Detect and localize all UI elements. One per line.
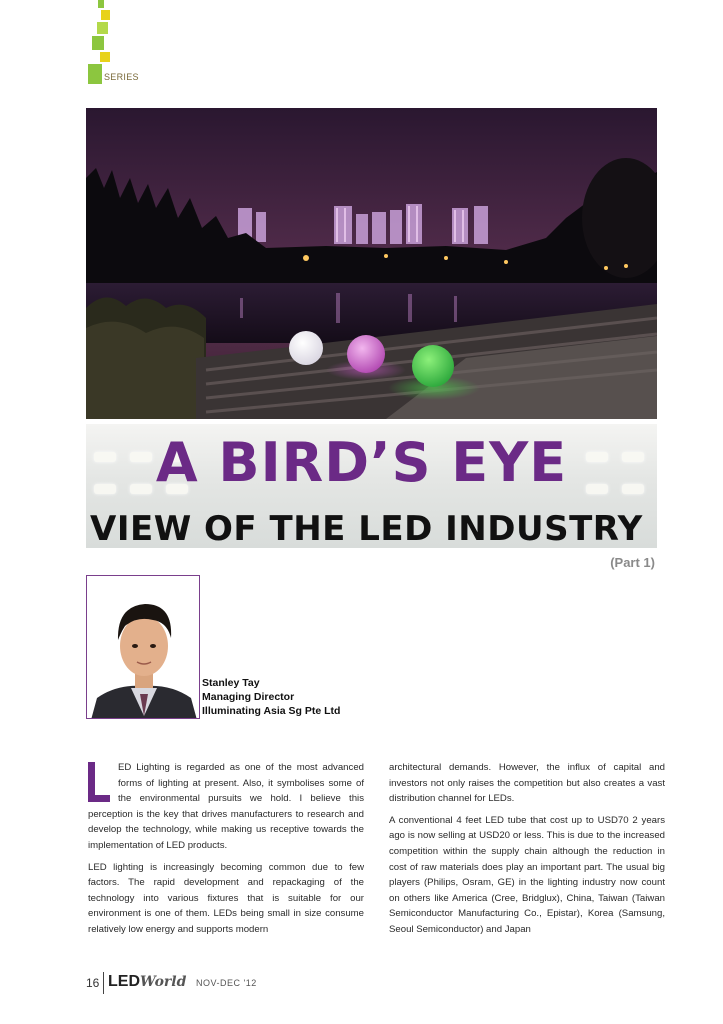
series-label: SERIES bbox=[104, 72, 139, 82]
hero-photo bbox=[86, 108, 657, 419]
article-part: (Part 1) bbox=[610, 555, 655, 570]
article-title: A BIRD’S EYE bbox=[155, 431, 568, 494]
author-company: Illuminating Asia Sg Pte Ltd bbox=[202, 705, 341, 717]
issue-date: NOV-DEC '12 bbox=[196, 978, 257, 988]
article-subtitle: VIEW OF THE LED INDUSTRY bbox=[90, 509, 643, 549]
page-number: 16 bbox=[86, 976, 100, 990]
author-photo bbox=[86, 575, 200, 719]
author-name: Stanley Tay bbox=[202, 677, 260, 689]
article-column-right bbox=[389, 760, 665, 944]
magazine-logo: LEDWorld bbox=[108, 973, 187, 990]
article-paragraph: A conventional 4 feet LED tube that cost up to USD70 2 years ago is now selling at USD20 or less. This is due to the increased competition within the supply chain although the reduction in cost of raw materials does play an important part. The usual big players (Philips, Osram, GE) in the lighting industry now count on others like America (Cree, Bridglux), China, Taiwan (Taiwan Semiconductor Manufacturing Co., Epistar), Korea (Samsung, Seoul Semiconductor) and Japan bbox=[389, 814, 665, 935]
article-paragraph: LED lighting is increasingly becoming common due to few factors. The rapid development and repackaging of the technology into various fixtures that is suitable for our environment is one of them. LEDs being small in size consume relatively low energy and supports modern bbox=[88, 861, 364, 935]
dropcap-l bbox=[88, 762, 110, 802]
author-role: Managing Director bbox=[202, 691, 295, 703]
footer-divider bbox=[103, 972, 104, 994]
author-info bbox=[202, 676, 340, 718]
article-paragraph: architectural demands. However, the influx of capital and investors not only raises the competition but also creates a vast distribution channel for LEDs. bbox=[389, 762, 665, 805]
article-column-left bbox=[88, 760, 364, 944]
article-paragraph: ED Lighting is regarded as one of the most advanced forms of lighting at present. Also, it symbolises some of the environmental pursuits we hold. I believe this perception is the key that drives manufacturers to research and develop the technology, while making us receptive towards the implementation of LED products. bbox=[88, 762, 364, 851]
